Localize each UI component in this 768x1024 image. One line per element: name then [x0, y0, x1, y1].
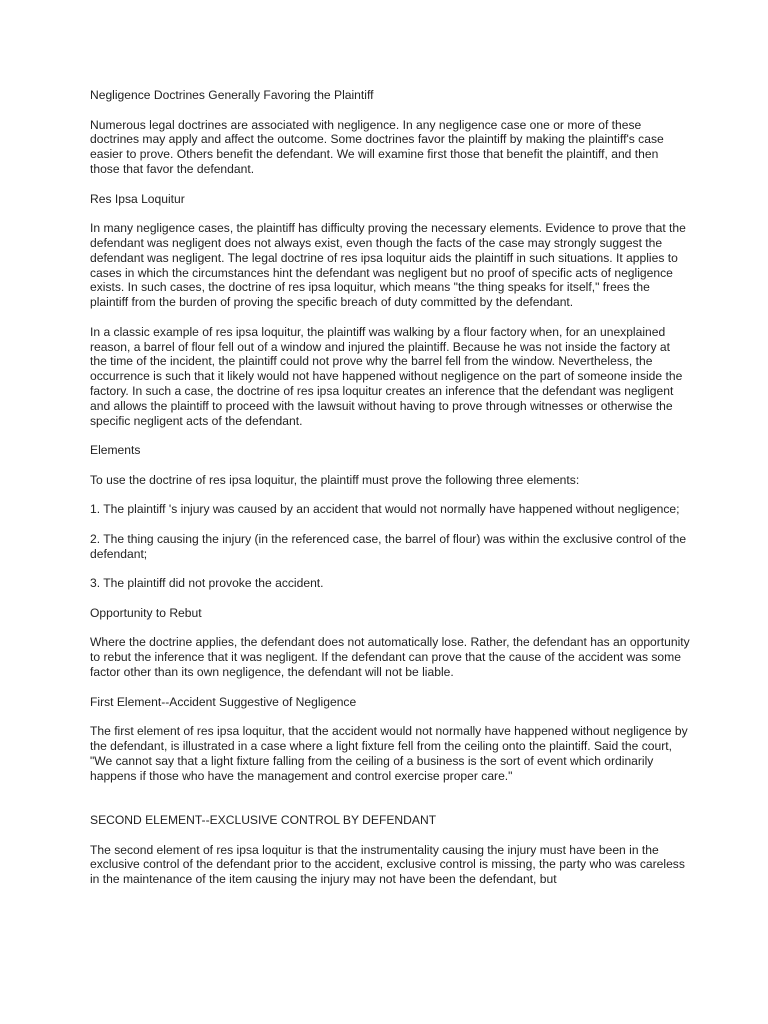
- section-heading-second-element: SECOND ELEMENT--EXCLUSIVE CONTROL BY DEFENDANT: [90, 813, 437, 828]
- element-item-1: 1. The plaintiff 's injury was caused by an accident that would not normally have happened without negligence;: [90, 502, 680, 517]
- document-title: Negligence Doctrines Generally Favoring the Plaintiff: [90, 88, 374, 102]
- intro-paragraph: Numerous legal doctrines are associated with negligence. In any negligence case one or more of these doctrines may apply and affect the outcome. Some doctrines favor the plaintiff by making the plaintiff's case easier to prove. Others benefit the defendant. We will examine first those that benefit the plaintiff, and then those that favor the defendant.: [90, 117, 664, 176]
- rebut-paragraph: Where the doctrine applies, the defendant does not automatically lose. Rather, the defendant has an opportunity to rebut the inference that it was negligent. If the defendant can prove that the cause of the accident was some factor other than its own negligence, the defendant will not be liable.: [90, 635, 690, 680]
- section-heading-elements: Elements: [90, 443, 141, 458]
- section-heading-res-ipsa: Res Ipsa Loquitur: [90, 191, 185, 206]
- second-element-paragraph: The second element of res ipsa loquitur is that the instrumentality causing the injury must have been in the exclusive control of the defendant prior to the accident, exclusive control is missing, the party who was careless in the maintenance of the item causing the injury may not have been the defendant, but: [90, 842, 685, 887]
- elements-intro-paragraph: To use the doctrine of res ipsa loquitur, the plaintiff must prove the following three elements:: [90, 472, 580, 487]
- classic-example-paragraph: In a classic example of res ipsa loquitur, the plaintiff was walking by a flour factory when, for an unexplained reason, a barrel of flour fell out of a window and injured the plaintiff. Because he was not inside the factory at the time of the incident, the plaintiff could not prove why the barrel fell from the window. Nevertheless, the occurrence is such that it likely would not have happened without negligence on the part of someone inside the factory. In such a case, the doctrine of res ipsa loquitur creates an inference that the defendant was negligent and allows the plaintiff to proceed with the lawsuit without having to prove through witnesses or otherwise the specific negligent acts of the defendant.: [90, 324, 683, 428]
- section-heading-rebut: Opportunity to Rebut: [90, 605, 202, 620]
- element-item-3: 3. The plaintiff did not provoke the accident.: [90, 576, 324, 591]
- element-item-2: 2. The thing causing the injury (in the referenced case, the barrel of flour) was within the exclusive control of the defendant;: [90, 531, 687, 561]
- document-page: [90, 88, 690, 902]
- res-ipsa-paragraph: In many negligence cases, the plaintiff has difficulty proving the necessary elements. Evidence to prove that the defendant was negligent does not always exist, even though the facts of the case may strongly suggest the defendant was negligent. The legal doctrine of res ipsa loquitur aids the plaintiff in such situations. It applies to cases in which the circumstances hint the defendant was negligent but no proof of specific acts of negligence exists. In such cases, the doctrine of res ipsa loquitur, which means "the thing speaks for itself," frees the plaintiff from the burden of proving the specific breach of duty committed by the defendant.: [90, 221, 686, 310]
- first-element-paragraph: The first element of res ipsa loquitur, that the accident would not normally have happened without negligence by the defendant, is illustrated in a case where a light fixture fell from the ceiling onto the plaintiff. Said the court, "We cannot say that a light fixture falling from the ceiling of a business is the sort of event which ordinarily happens if those who have the management and control exercise proper care.": [90, 724, 688, 783]
- section-heading-first-element: First Element--Accident Suggestive of Negligence: [90, 694, 357, 709]
